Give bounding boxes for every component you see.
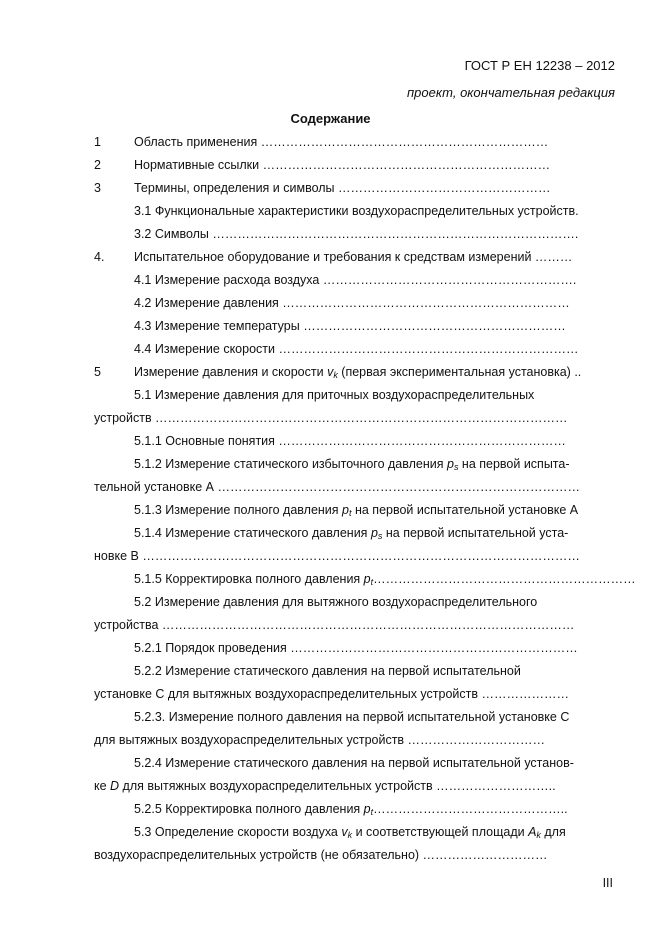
toc-entry-text: 5.2.5 Корректировка полного давления — [134, 802, 364, 816]
toc-entry[interactable]: 5.2.4 Измерение статического давления на первой испытательной установ- — [134, 756, 574, 770]
toc-entry[interactable] — [134, 801, 602, 820]
toc-entry-text: на первой испыта- — [458, 457, 570, 471]
toc-entry-text: на первой испытательной установке А — [351, 503, 579, 517]
velocity-symbol: v — [341, 825, 348, 839]
toc-entry-text: (первая экспериментальная установка) .. — [337, 365, 582, 379]
toc-entry[interactable] — [134, 571, 636, 590]
toc-entry[interactable]: 4.1 Измерение расхода воздуха ……………………………………………………. — [134, 273, 577, 287]
toc-entry[interactable]: 5.1.1 Основные понятия …………………………………………………………… — [134, 434, 566, 448]
toc-entry[interactable]: 4.2 Измерение давления …………………………………………………………… — [134, 296, 570, 310]
pressure-subscript: s — [453, 462, 459, 472]
toc-entry[interactable] — [134, 525, 610, 544]
pressure-subscript: t — [370, 577, 374, 587]
area-symbol: A — [528, 825, 537, 839]
toc-entry-continuation[interactable]: новке В …………………………………………………………………………………………… — [94, 549, 580, 563]
toc-entry[interactable] — [134, 456, 614, 475]
toc-entry-continuation[interactable]: тельной установке А …………………………………………………………………………… — [94, 480, 580, 494]
toc-entry[interactable] — [134, 364, 612, 383]
toc-entry[interactable]: Область применения …………………………………………………………… — [134, 135, 549, 149]
toc-entry[interactable]: 5.2 Измерение давления для вытяжного воздухораспределительного — [134, 595, 538, 609]
toc-entry-text: 5.3 Определение скорости воздуха — [134, 825, 342, 839]
pressure-symbol: p — [363, 802, 371, 816]
toc-entry-text: Измерение давления и скорости — [134, 365, 328, 379]
toc-entry[interactable]: 5.2.1 Порядок проведения …………………………………………………………… — [134, 641, 578, 655]
velocity-subscript: k — [333, 370, 338, 380]
toc-entry-text: ке — [94, 779, 111, 793]
toc-entry-number: 3 — [94, 181, 101, 195]
pressure-symbol: p — [342, 503, 349, 517]
toc-entry[interactable]: 4.4 Измерение скорости ……………………………………………………………… — [134, 342, 579, 356]
toc-entry-continuation[interactable]: для вытяжных воздухораспределительных устройств …………………………… — [94, 733, 546, 747]
toc-entry-continuation[interactable]: устройства ……………………………………………………………………………………… — [94, 618, 575, 632]
toc-entry-number: 5 — [94, 365, 101, 379]
toc-entry-number: 1 — [94, 135, 101, 149]
toc-entry-text: для вытяжных воздухораспределительных устройств ……………………….. — [119, 779, 556, 793]
toc-entry-continuation[interactable]: воздухораспределительных устройств (не обязательно) ………………………… — [94, 848, 548, 862]
toc-entry[interactable]: Термины, определения и символы …………………………………………… — [134, 181, 551, 195]
page-number: III — [602, 876, 613, 890]
toc-entry-text: 5.1.5 Корректировка полного давления — [134, 572, 364, 586]
toc-title: Содержание — [290, 111, 371, 126]
toc-entry-text: ……………………………………….. — [373, 802, 568, 816]
toc-entry[interactable] — [134, 502, 614, 521]
pressure-subscript: s — [377, 531, 383, 541]
toc-entry-number: 4. — [94, 250, 105, 264]
toc-entry-continuation[interactable]: установке С для вытяжных воздухораспределительных устройств ………………… — [94, 687, 569, 701]
pressure-symbol: p — [446, 457, 454, 471]
pressure-symbol: p — [370, 526, 378, 540]
toc-entry[interactable]: Испытательное оборудование и требования к средствам измерений ……… — [134, 250, 573, 264]
toc-entry-number: 2 — [94, 158, 101, 172]
toc-entry[interactable]: 3.2 Символы ……………………………………………………………………………. — [134, 227, 579, 241]
toc-entry-text: 5.1.4 Измерение статического давления — [134, 526, 371, 540]
toc-entry[interactable]: 4.3 Измерение температуры ……………………………………………………… — [134, 319, 566, 333]
toc-entry[interactable]: 5.1 Измерение давления для приточных воздухораспределительных — [134, 388, 535, 402]
pressure-symbol: p — [363, 572, 371, 586]
toc-entry-text: и соответствующей площади — [352, 825, 529, 839]
toc-entry[interactable] — [134, 824, 614, 843]
velocity-subscript: k — [347, 830, 353, 840]
area-subscript: k — [536, 830, 541, 840]
toc-entry[interactable]: Нормативные ссылки …………………………………………………………… — [134, 158, 551, 172]
toc-entry-text: 5.1.2 Измерение статического избыточного давления — [134, 457, 447, 471]
toc-entry[interactable]: 3.1 Функциональные характеристики воздухораспределительных устройств. — [134, 204, 579, 218]
toc-entry[interactable]: 5.2.3. Измерение полного давления на первой испытательной установке С — [134, 710, 570, 724]
velocity-symbol: v — [327, 365, 334, 379]
toc-entry-text: 5.1.3 Измерение полного давления — [134, 503, 343, 517]
toc-entry[interactable]: 5.2.2 Измерение статического давления на первой испытательной — [134, 664, 521, 678]
pressure-subscript: t — [348, 508, 352, 518]
toc-entry-text: для — [540, 825, 566, 839]
pressure-subscript: t — [370, 807, 374, 817]
document-code: ГОСТ Р ЕН 12238 – 2012 — [464, 58, 615, 73]
toc-entry-text: ……………………………………………………… — [373, 572, 636, 586]
toc-entry-continuation[interactable]: устройств ……………………………………………………………………………………… — [94, 411, 568, 425]
toc-entry-text: на первой испытательной уста- — [382, 526, 569, 540]
toc-entry-continuation[interactable] — [94, 778, 602, 794]
installation-symbol: D — [110, 779, 120, 793]
draft-status: проект, окончательная редакция — [407, 85, 615, 100]
